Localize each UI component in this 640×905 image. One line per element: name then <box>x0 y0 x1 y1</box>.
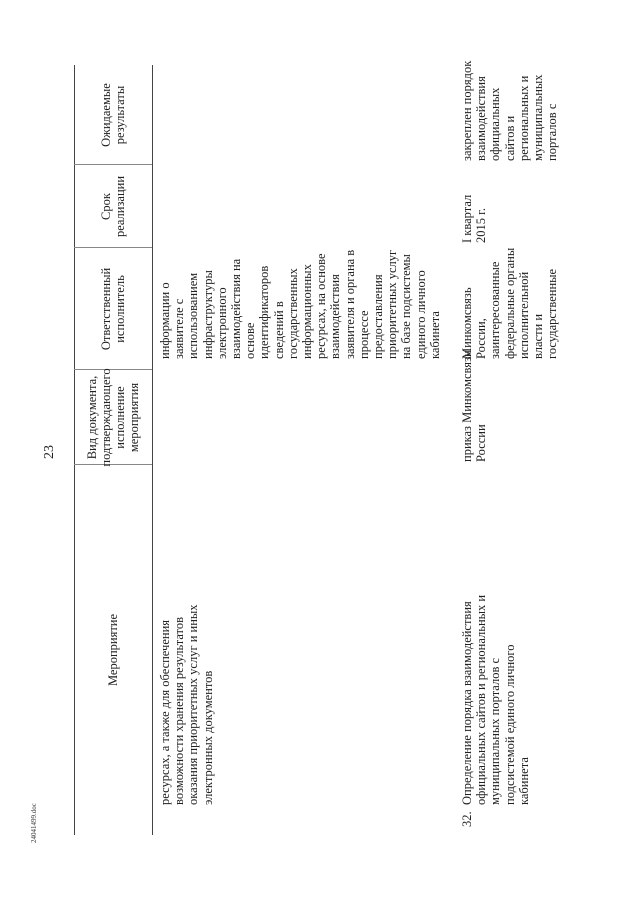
row-results-text: закреплен порядок взаимодействия официальных сайтов и региональных и муниципальных порталов с <box>460 60 560 161</box>
header-doc-type: Вид документа, подтверждающего исполнение мероприятия <box>85 368 141 467</box>
header-results: Ожидаемые результаты <box>99 83 127 147</box>
header-bottom-border <box>152 65 153 835</box>
row-event-text: Определение порядка взаимодействия официальных сайтов и региональных и муниципальных порталов с подсистемой единого личного кабинета <box>460 594 531 805</box>
row-doc-type-text: приказ Минкомсвязи России <box>460 350 489 462</box>
header-event: Мероприятие <box>106 613 120 687</box>
rotated-table <box>74 60 569 835</box>
header-deadline: Срок реализации <box>99 175 127 238</box>
page-number: 23 <box>42 445 57 459</box>
continuation-event-text: ресурсах, а также для обеспечения возможности хранения результатов оказания приоритетных услуг и иных электронных документов <box>158 604 215 805</box>
document-id: 24041499.doc <box>30 803 38 843</box>
row-number: 32. <box>460 811 474 827</box>
row-deadline-text: I квартал 2015 г. <box>460 194 489 243</box>
continuation-results-text: информации о заявителе с использованием инфраструктуры электронного взаимодействия на основе идентификаторов сведений в государственных информационных ресурсах, на основе взаимодействия заявителя и органа в процессе предоставления приоритетных услуг на базе подсистемы единого личного кабинета <box>158 249 442 359</box>
row-executor-text: Минкомсвязь России, заинтересованные федеральные органы исполнительной власти и государственные <box>460 247 560 359</box>
header-executor: Ответственный исполнитель <box>99 267 127 351</box>
